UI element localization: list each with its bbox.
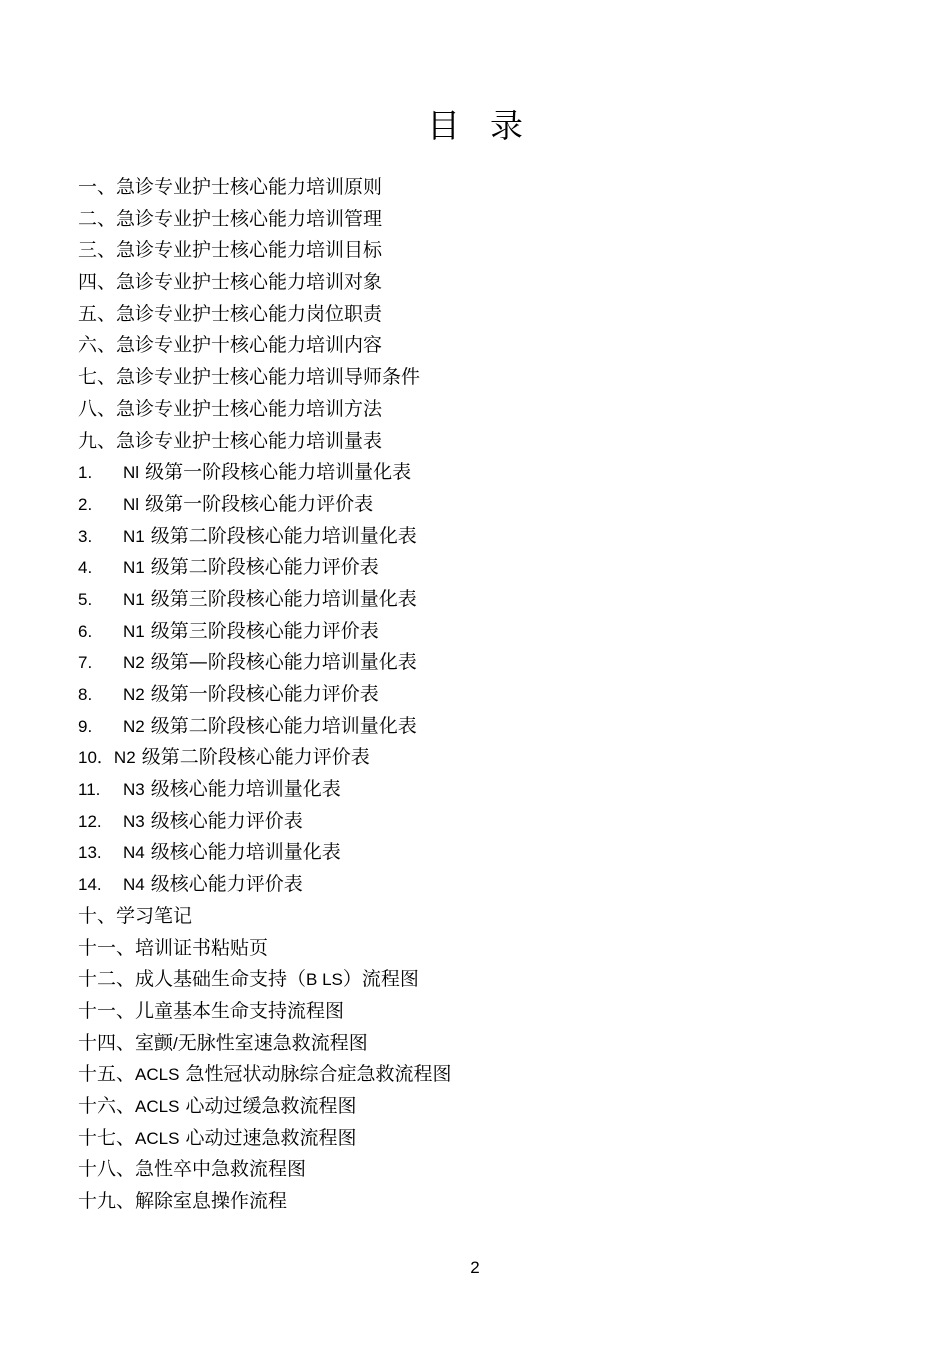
- toc-entry[interactable]: [78, 426, 451, 458]
- toc-entry-label: 十五、: [78, 1063, 136, 1086]
- toc-subentry[interactable]: [78, 774, 451, 806]
- toc-entry-label: 级第三阶段核心能力培训量化表: [150, 587, 417, 610]
- toc-entry-level: N4: [123, 843, 145, 863]
- toc-entry-label: 十七、: [78, 1126, 136, 1149]
- toc-entry-label-suffix: 无脉性室速急救流程图: [177, 1031, 368, 1054]
- toc-entry-label: 二、急诊专业护士核心能力培训管理: [78, 207, 383, 230]
- toc-entry-label: 级第二阶段核心能力培训量化表: [150, 714, 417, 737]
- toc-entry[interactable]: [78, 1059, 451, 1091]
- toc-entry-label: 十八、急性卒中急救流程图: [78, 1158, 307, 1181]
- toc-entry-level: N2: [123, 716, 145, 736]
- toc-entry-level: Nl: [123, 494, 140, 514]
- toc-entry-label: 五、急诊专业护士核心能力岗位职责: [78, 302, 383, 325]
- toc-subentry[interactable]: [78, 489, 451, 521]
- toc-subentry[interactable]: [78, 742, 451, 774]
- toc-entry-label: 四、急诊专业护士核心能力培训对象: [78, 271, 383, 294]
- toc-entry-label: 七、急诊专业护士核心能力培训导师条件: [78, 366, 421, 389]
- toc-entry-number: 14.: [78, 875, 102, 895]
- toc-entry-label: 十九、解除室息操作流程: [78, 1190, 288, 1212]
- toc-entry-number: 2.: [78, 494, 93, 514]
- toc-entry[interactable]: [78, 204, 451, 236]
- toc-entry-label-suffix: ）流程图: [342, 968, 419, 991]
- toc-subentry[interactable]: [78, 457, 451, 489]
- table-of-contents: [78, 172, 451, 1218]
- toc-entry[interactable]: [78, 1028, 451, 1060]
- toc-entry-level: N2: [123, 685, 145, 704]
- toc-subentry[interactable]: [78, 679, 451, 711]
- toc-entry-number: 6.: [78, 621, 93, 641]
- toc-entry-label-suffix: 心动过速急救流程图: [179, 1126, 357, 1149]
- toc-entry-number: 13.: [78, 843, 102, 863]
- toc-entry-level: N1: [123, 558, 145, 578]
- toc-entry-number: 11.: [78, 780, 101, 800]
- toc-entry-level: N4: [123, 875, 145, 895]
- toc-entry[interactable]: [78, 267, 451, 299]
- toc-subentry[interactable]: [78, 616, 451, 648]
- toc-entry-level: N3: [123, 780, 145, 800]
- toc-entry-number: 4.: [78, 558, 93, 578]
- toc-entry[interactable]: [78, 1091, 451, 1123]
- toc-entry-label: 级核心能力培训量化表: [150, 841, 341, 864]
- page-number: 2: [470, 1258, 480, 1277]
- toc-entry-label: 三、急诊专业护士核心能力培训目标: [78, 239, 383, 262]
- toc-entry-level: N1: [123, 589, 145, 609]
- toc-entry[interactable]: [78, 964, 451, 996]
- toc-entry-label: 六、急诊专业护十核心能力培训内容: [78, 334, 383, 357]
- toc-entry[interactable]: [78, 235, 451, 267]
- toc-entry-label: 级第二阶段核心能力培训量化表: [150, 524, 417, 547]
- toc-entry-number: 9.: [78, 716, 93, 736]
- toc-entry-number: 10．: [78, 748, 114, 768]
- toc-entry[interactable]: [78, 172, 451, 204]
- toc-entry-label: 级第一阶段核心能力评价表: [145, 492, 374, 515]
- toc-entry-label: 级第一阶段核心能力评价表: [150, 683, 379, 705]
- toc-entry-label: 十六、: [78, 1094, 136, 1117]
- toc-entry-label: 一、急诊专业护士核心能力培训原则: [78, 176, 383, 198]
- toc-entry-level: N3: [123, 811, 145, 831]
- toc-entry[interactable]: [78, 996, 451, 1028]
- toc-entry[interactable]: [78, 1123, 451, 1155]
- toc-entry-label: 十二、成人基础生命支持（: [78, 968, 307, 991]
- toc-subentry[interactable]: [78, 584, 451, 616]
- toc-entry-acronym: ACLS: [135, 1096, 180, 1116]
- toc-entry-number: 1.: [78, 463, 93, 483]
- toc-entry-label: 十一、培训证书粘贴页: [78, 936, 269, 959]
- toc-entry[interactable]: [78, 1186, 451, 1218]
- toc-subentry[interactable]: [78, 521, 451, 553]
- toc-entry-label-suffix: 心动过缓急救流程图: [179, 1094, 357, 1117]
- toc-entry-label: 级第二阶段核心能力评价表: [150, 556, 379, 579]
- toc-entry-label: 级第一阶段核心能力培训量化表: [145, 461, 412, 484]
- toc-subentry[interactable]: [78, 837, 451, 869]
- toc-subentry[interactable]: [78, 806, 451, 838]
- toc-entry[interactable]: [78, 299, 451, 331]
- toc-entry-acronym: B LS: [306, 970, 343, 990]
- toc-entry[interactable]: [78, 901, 451, 933]
- toc-subentry[interactable]: [78, 711, 451, 743]
- toc-subentry[interactable]: [78, 647, 451, 679]
- toc-entry-label: 八、急诊专业护士核心能力培训方法: [78, 397, 383, 420]
- toc-entry-level: N1: [123, 526, 145, 546]
- toc-entry[interactable]: [78, 362, 451, 394]
- toc-entry-label: 级第三阶段核心能力评价表: [150, 619, 379, 642]
- toc-entry-label: 十一、儿童基本生命支持流程图: [78, 999, 345, 1022]
- toc-entry-label: 十四、室颤: [78, 1031, 174, 1054]
- toc-entry[interactable]: [78, 1154, 451, 1186]
- toc-entry-number: 12.: [78, 811, 102, 831]
- toc-entry-label: 级核心能力评价表: [150, 873, 303, 896]
- toc-entry[interactable]: [78, 330, 451, 362]
- page-title: 目录: [427, 106, 553, 145]
- toc-entry-label: 级第二阶段核心能力评价表: [141, 746, 370, 769]
- toc-entry-number: 8.: [78, 685, 93, 704]
- toc-subentry[interactable]: [78, 869, 451, 901]
- toc-entry-label: 级核心能力培训量化表: [150, 778, 341, 801]
- toc-entry-label-suffix: 急性冠状动脉综合症急救流程图: [179, 1063, 452, 1086]
- toc-entry-number: 3.: [78, 526, 93, 546]
- toc-entry-number: 7.: [78, 653, 93, 673]
- toc-entry-label: 九、急诊专业护士核心能力培训量表: [78, 429, 383, 452]
- toc-entry-level: N2: [113, 748, 136, 768]
- toc-entry-level: Nl: [123, 463, 140, 483]
- toc-entry-label: 十、学习笔记: [78, 904, 193, 927]
- toc-entry[interactable]: [78, 933, 451, 965]
- toc-entry-acronym: ACLS: [135, 1065, 180, 1085]
- toc-entry-level: N1: [123, 621, 145, 641]
- toc-entry-slash: /: [173, 1033, 178, 1053]
- toc-entry[interactable]: [78, 394, 451, 426]
- toc-entry-label: 级核心能力评价表: [150, 809, 303, 832]
- toc-entry-number: 5.: [78, 589, 93, 609]
- toc-entry-acronym: ACLS: [135, 1128, 180, 1148]
- toc-entry-label: 级第—阶段核心能力培训量化表: [150, 651, 417, 674]
- toc-subentry[interactable]: [78, 552, 451, 584]
- toc-entry-level: N2: [123, 653, 145, 673]
